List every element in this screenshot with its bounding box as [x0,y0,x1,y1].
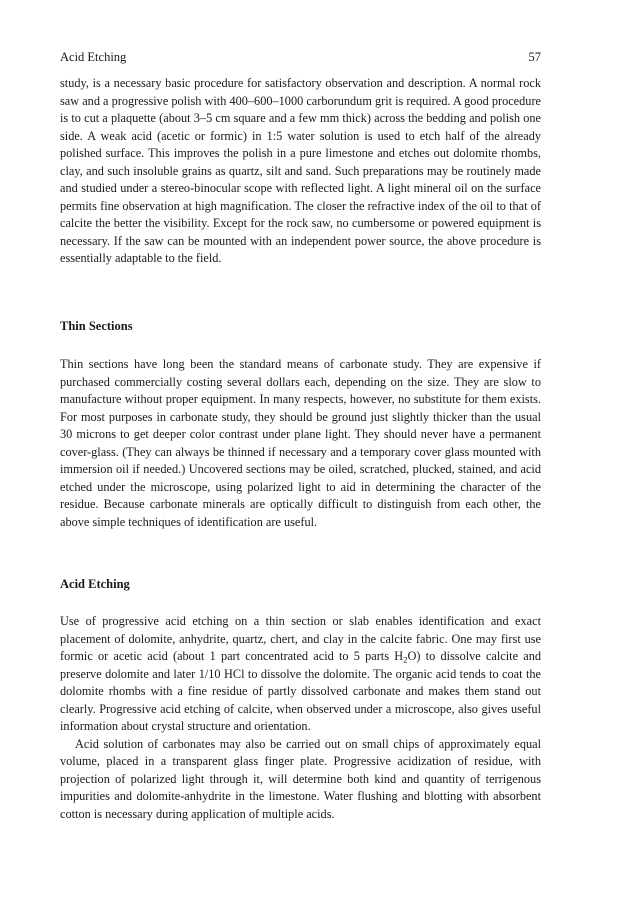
paragraph [60,613,541,736]
paragraph: study, is a necessary basic procedure for satisfactory observation and description. A normal rock saw and a progressive polish with 400–600–1000 carborundum grit is required. A good procedure is to cut a plaquette (about 3–5 cm square and a few mm thick) across the bedding and polish one side. A weak acid (acetic or formic) in 1:5 water solution is used to etch half of the already polished surface. This improves the polish in a pure limestone and etches out dolomite rhombs, clay, and such insoluble grains as quartz, silt and sand. Such preparations may be routinely made and studied under a stereo-binocular scope with reflected light. A light mineral oil on the surface permits fine observation at high magnification. The closer the refractive index of the oil to that of calcite the better the visibility. Except for the rock saw, no cumbersome or powered equipment is necessary. If the saw can be mounted with an independent power source, the above procedure is essentially adaptable to the field. [60,76,541,266]
section-acid-etching-body [60,613,541,824]
paragraph-text: Use of progressive acid etching on a thin section or slab enables identification and exact placement of dolomite, anhydrite, quartz, chert, and clay in the calcite fabric. One may first use formic or acetic acid (about 1 part concentrated acid to 5 parts H [60,614,541,664]
section-acid-etching [60,576,541,593]
paragraph: Acid solution of carbonates may also be carried out on small chips of approximately equal volume, placed in a transparent glass finger plate. Progressive acidization of residue, with projection of polarized light through it, will determine both kind and quantity of terrigenous impurities and dolomite-anhydrite in the limestone. Water flushing and blotting with absorbent cotton is necessary during application of multiple acids. [60,736,541,822]
page-number: 57 [528,50,541,64]
running-title: Acid Etching [60,50,127,64]
section-thin-sections [60,318,541,335]
paragraph-text: O) to dissolve calcite and preserve dolomite and later 1/10 HCl to dissolve the dolomite. The organic acid tends to coat the dolomite rhombs with a fine residue of partly dissolved carbonate and makes them stand out clearly. Progressive acid etching of calcite, when observed under a microscope, also gives useful information about crystal structure and orientation. [60,649,541,734]
section-thin-sections-body [60,356,541,531]
section-heading: Thin Sections [60,319,133,333]
subscript: 2 [403,654,408,665]
paragraph: Thin sections have long been the standard means of carbonate study. They are expensive if purchased commercially costing several dollars each, depending on the size. They are slow to manufacture without proper equipment. In many respects, however, no substitute for them exists. For most purposes in carbonate study, they should be ground just slightly thicker than the usual 30 microns to get deeper color contrast under plane light. They should never have a permanent cover-glass. (They can always be thinned if necessary and a temporary cover glass mounted with immersion oil if needed.) Uncovered sections may be oiled, scratched, plucked, stained, and acid etched under the microscope, using polarized light to aid in determining the character of the residue. Because carbonate minerals are optically difficult to distinguish from each other, the above simple techniques of identification are useful. [60,357,541,529]
section-heading: Acid Etching [60,577,130,591]
intro-paragraph-block [60,75,541,268]
